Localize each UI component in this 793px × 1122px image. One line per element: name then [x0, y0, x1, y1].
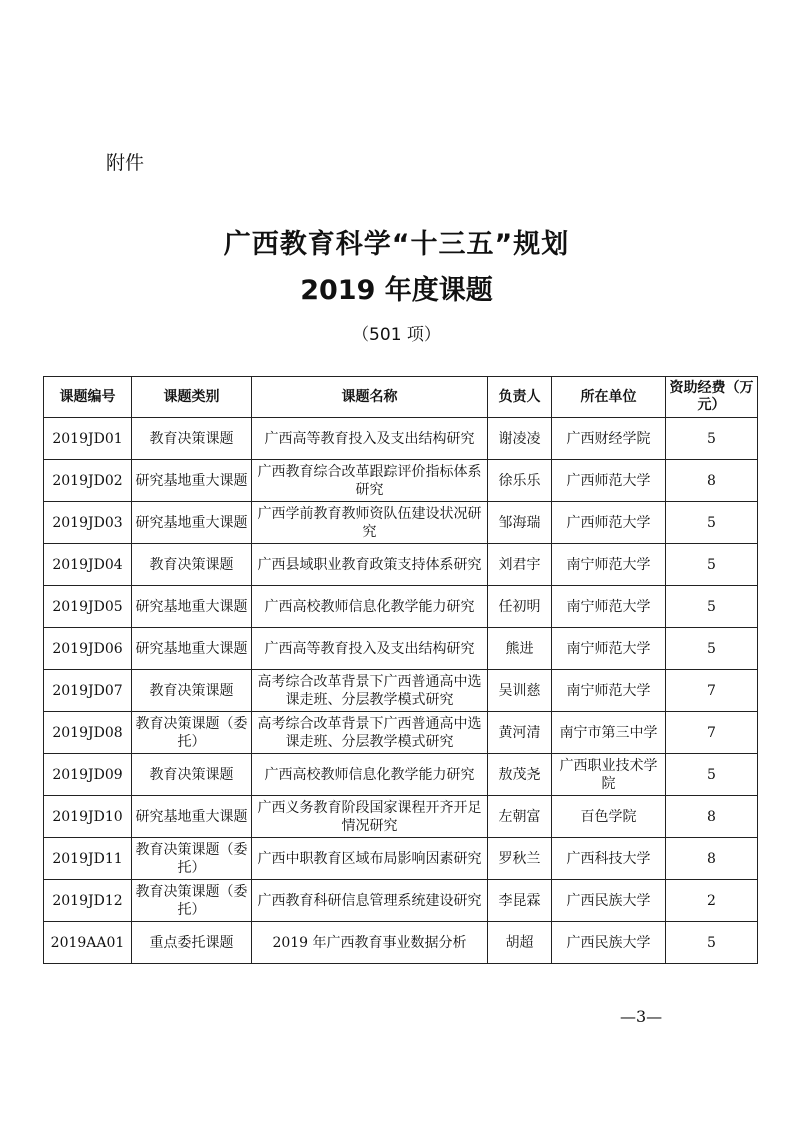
cell-name: 高考综合改革背景下广西普通高中选课走班、分层教学模式研究 [252, 670, 488, 712]
cell-code: 2019JD01 [44, 418, 132, 460]
cell-name: 高考综合改革背景下广西普通高中选课走班、分层教学模式研究 [252, 712, 488, 754]
cell-leader: 任初明 [488, 586, 552, 628]
cell-code: 2019JD07 [44, 670, 132, 712]
project-table [43, 376, 758, 964]
cell-name: 广西县域职业教育政策支持体系研究 [252, 544, 488, 586]
cell-unit: 南宁师范大学 [552, 544, 666, 586]
cell-funding: 8 [666, 796, 758, 838]
cell-name: 广西教育科研信息管理系统建设研究 [252, 880, 488, 922]
cell-name: 2019 年广西教育事业数据分析 [252, 922, 488, 964]
cell-funding: 5 [666, 418, 758, 460]
cell-category: 研究基地重大课题 [132, 586, 252, 628]
cell-leader: 罗秋兰 [488, 838, 552, 880]
cell-leader: 徐乐乐 [488, 460, 552, 502]
cell-funding: 5 [666, 586, 758, 628]
cell-category: 重点委托课题 [132, 922, 252, 964]
cell-category: 教育决策课题（委托） [132, 880, 252, 922]
cell-category: 研究基地重大课题 [132, 460, 252, 502]
cell-funding: 7 [666, 712, 758, 754]
cell-code: 2019JD09 [44, 754, 132, 796]
cell-funding: 8 [666, 838, 758, 880]
project-count: （501 项） [352, 325, 441, 345]
table-row [44, 796, 758, 838]
cell-unit: 广西师范大学 [552, 460, 666, 502]
cell-funding: 7 [666, 670, 758, 712]
table-row [44, 838, 758, 880]
cell-code: 2019JD02 [44, 460, 132, 502]
cell-code: 2019JD12 [44, 880, 132, 922]
table-row [44, 922, 758, 964]
table-row [44, 418, 758, 460]
cell-unit: 广西师范大学 [552, 502, 666, 544]
table-row [44, 544, 758, 586]
cell-code: 2019AA01 [44, 922, 132, 964]
cell-code: 2019JD03 [44, 502, 132, 544]
cell-unit: 南宁师范大学 [552, 586, 666, 628]
cell-funding: 5 [666, 754, 758, 796]
cell-leader: 吴训慈 [488, 670, 552, 712]
cell-unit: 广西科技大学 [552, 838, 666, 880]
table-body [44, 418, 758, 964]
cell-leader: 刘君宇 [488, 544, 552, 586]
cell-unit: 南宁市第三中学 [552, 712, 666, 754]
cell-category: 教育决策课题 [132, 754, 252, 796]
column-header: 资助经费（万元） [666, 377, 758, 418]
table-row [44, 880, 758, 922]
page-number: —3— [620, 1007, 663, 1026]
cell-funding: 2 [666, 880, 758, 922]
cell-leader: 黄河清 [488, 712, 552, 754]
cell-name: 广西高等教育投入及支出结构研究 [252, 418, 488, 460]
cell-code: 2019JD10 [44, 796, 132, 838]
cell-code: 2019JD06 [44, 628, 132, 670]
cell-name: 广西义务教育阶段国家课程开齐开足情况研究 [252, 796, 488, 838]
cell-unit: 广西财经学院 [552, 418, 666, 460]
cell-category: 教育决策课题（委托） [132, 712, 252, 754]
cell-code: 2019JD05 [44, 586, 132, 628]
column-header: 负责人 [488, 377, 552, 418]
cell-code: 2019JD04 [44, 544, 132, 586]
cell-code: 2019JD11 [44, 838, 132, 880]
cell-name: 广西中职教育区域布局影响因素研究 [252, 838, 488, 880]
table-header [44, 377, 758, 418]
column-header: 所在单位 [552, 377, 666, 418]
cell-leader: 谢凌凌 [488, 418, 552, 460]
cell-unit: 百色学院 [552, 796, 666, 838]
cell-unit: 广西民族大学 [552, 922, 666, 964]
table-row [44, 712, 758, 754]
cell-category: 教育决策课题（委托） [132, 838, 252, 880]
cell-funding: 5 [666, 922, 758, 964]
cell-category: 研究基地重大课题 [132, 796, 252, 838]
cell-unit: 广西职业技术学院 [552, 754, 666, 796]
table-row [44, 502, 758, 544]
cell-name: 广西高校教师信息化教学能力研究 [252, 754, 488, 796]
table-row [44, 754, 758, 796]
cell-category: 教育决策课题 [132, 418, 252, 460]
table-row [44, 628, 758, 670]
cell-funding: 5 [666, 628, 758, 670]
document-title: 广西教育科学“十三五”规划 [223, 229, 570, 260]
column-header: 课题名称 [252, 377, 488, 418]
cell-leader: 敖茂尧 [488, 754, 552, 796]
attachment-label: 附件 [106, 152, 145, 174]
cell-leader: 李昆霖 [488, 880, 552, 922]
cell-code: 2019JD08 [44, 712, 132, 754]
cell-category: 教育决策课题 [132, 544, 252, 586]
document-subtitle: 2019 年度课题 [300, 275, 493, 306]
cell-name: 广西教育综合改革跟踪评价指标体系研究 [252, 460, 488, 502]
cell-leader: 胡超 [488, 922, 552, 964]
cell-leader: 左朝富 [488, 796, 552, 838]
column-header: 课题类别 [132, 377, 252, 418]
table-row [44, 586, 758, 628]
cell-unit: 南宁师范大学 [552, 628, 666, 670]
cell-name: 广西学前教育教师资队伍建设状况研究 [252, 502, 488, 544]
cell-funding: 5 [666, 544, 758, 586]
cell-leader: 熊进 [488, 628, 552, 670]
column-header: 课题编号 [44, 377, 132, 418]
cell-category: 教育决策课题 [132, 670, 252, 712]
cell-category: 研究基地重大课题 [132, 502, 252, 544]
cell-funding: 5 [666, 502, 758, 544]
cell-unit: 广西民族大学 [552, 880, 666, 922]
table-row [44, 670, 758, 712]
cell-name: 广西高校教师信息化教学能力研究 [252, 586, 488, 628]
cell-unit: 南宁师范大学 [552, 670, 666, 712]
cell-leader: 邹海瑞 [488, 502, 552, 544]
cell-category: 研究基地重大课题 [132, 628, 252, 670]
cell-funding: 8 [666, 460, 758, 502]
cell-name: 广西高等教育投入及支出结构研究 [252, 628, 488, 670]
table-row [44, 460, 758, 502]
